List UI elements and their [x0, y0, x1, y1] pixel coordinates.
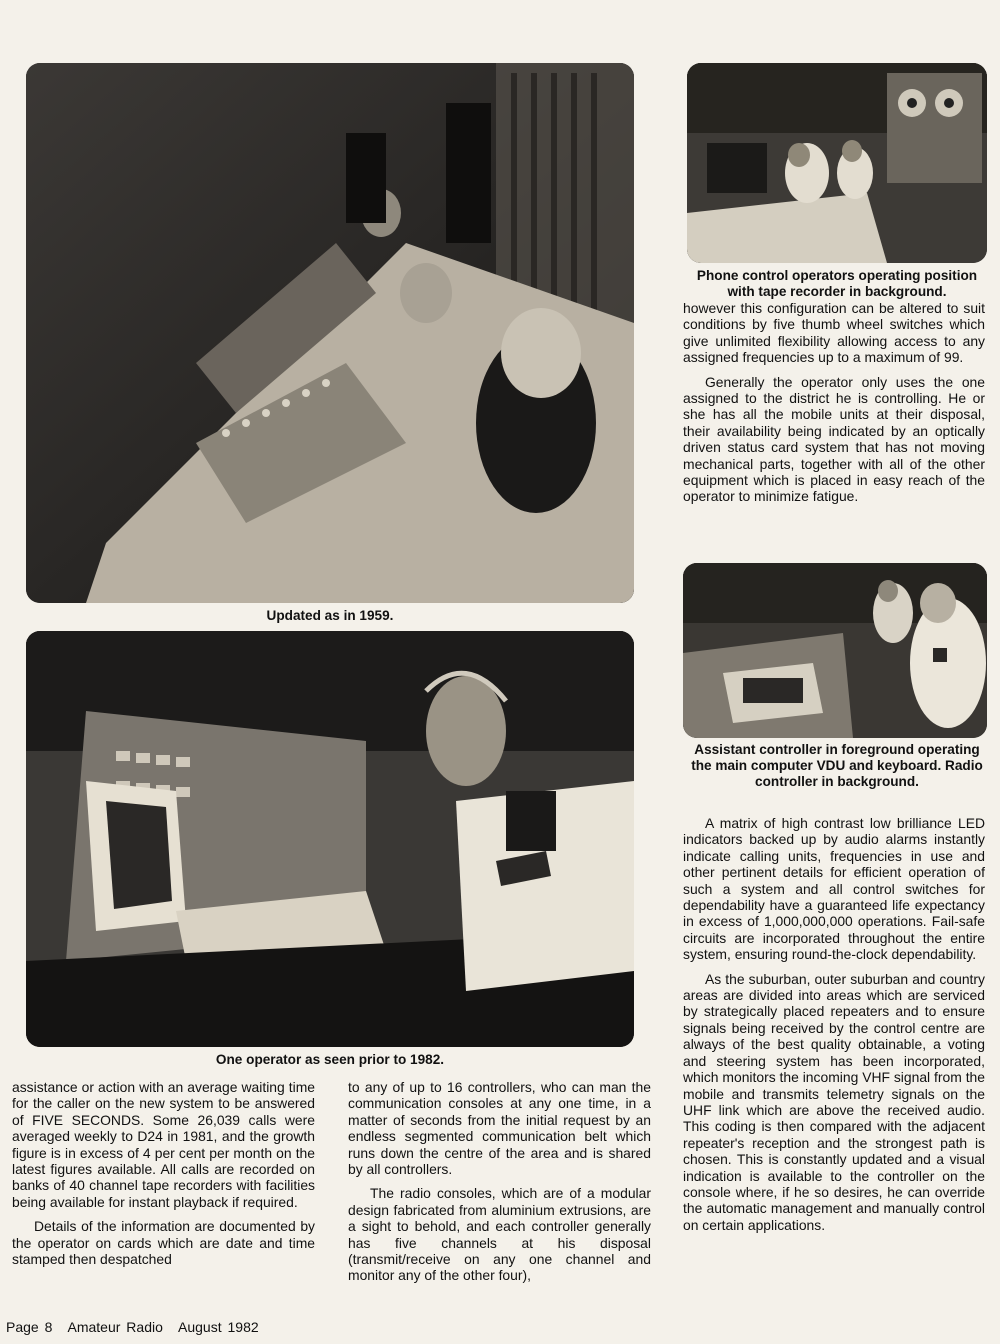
photo-1982-caption: One operator as seen prior to 1982.	[215, 1052, 445, 1067]
page-footer	[6, 1319, 269, 1335]
footer-page-number: Page 8	[6, 1319, 53, 1335]
footer-magazine-title: Amateur Radio	[67, 1319, 163, 1335]
photo-1959-caption: Updated as in 1959.	[266, 608, 394, 623]
right-upper-paragraph-1: however this configuration can be altered to suit conditions by five thumb wheel switches which give unlimited flexibility allowing access to any assigned frequencies up to a maximum of 99.	[683, 300, 985, 366]
photo-assistant-caption: Assistant controller in foreground operating the main computer VDU and keyboard. Radio controller in background.	[691, 742, 983, 789]
left-paragraph-1: assistance or action with an average waiting time for the caller on the new system to be answered of FIVE SECONDS. Some 26,039 calls were averaged weekly to D24 in 1981, and the growth figure is in excess of 4 per cent per month on the latest figures available. All calls are recorded on banks of 40 channel tape recorders with facilities being available for instant playback if required.	[12, 1079, 315, 1210]
photo-assistant-controller	[683, 563, 987, 738]
right-lower-paragraph-1: A matrix of high contrast low brilliance LED indicators backed up by audio alarms instantly indicate calling units, frequencies in use and other pertinent details for efficient operation of such a system and all control switches for dependability have a guaranteed life expectancy in excess of 1,000,000,000 operations. Fail-safe circuits are incorporated throughout the entire system, ensuring round-the-clock dependability.	[683, 815, 985, 963]
middle-paragraph-2: The radio consoles, which are of a modular design fabricated from aluminium extrusions, are a sight to behold, and each controller generally has five channels at his disposal (transmit/receive on any one channel and monitor any of the other four),	[348, 1185, 651, 1284]
middle-column	[348, 1079, 651, 1292]
left-column	[12, 1079, 315, 1275]
right-column-lower	[683, 815, 985, 1241]
right-upper-paragraph-2: Generally the operator only uses the one assigned to the district he is controlling. He or she has all the mobile units at their disposal, their availability being indicated by an optically driven status card system that has not moving mechanical parts, together with all of the other equipment which is placed in easy reach of the operator to minimize fatigue.	[683, 373, 985, 505]
photo-phone-operators	[687, 63, 987, 263]
photo-phone-caption: Phone control operators operating position with tape recorder in background.	[696, 268, 978, 299]
middle-paragraph-1: to any of up to 16 controllers, who can man the communication consoles at any one time, in a matter of seconds from the initial request by an endless segmented communication belt which runs down the centre of the area and is shared by all controllers.	[348, 1079, 651, 1178]
right-column-upper	[683, 300, 985, 513]
photo-1959-console-room	[26, 63, 634, 603]
footer-issue-date: August 1982	[178, 1319, 259, 1335]
left-paragraph-2: Details of the information are documented by the operator on cards which are date and time stamped then despatched	[12, 1218, 315, 1268]
right-lower-paragraph-2: As the suburban, outer suburban and country areas are divided into areas which are serviced by strategically placed repeaters and to ensure signals being received by the control centre are always of the best quality obtainable, a voting and steering system has been incorporated, which monitors the incoming VHF signal from the mobile and transmits telemetry signals on the UHF link which are above the received audio. This coding is then compared with the adjacent repeater's reception and the strongest path is chosen. This is constantly updated and a visual indication is available to the controller on the console where, if he so desires, he can override the automatic management and manually control on certain applications.	[683, 970, 985, 1233]
photo-1982-operator	[26, 631, 634, 1047]
